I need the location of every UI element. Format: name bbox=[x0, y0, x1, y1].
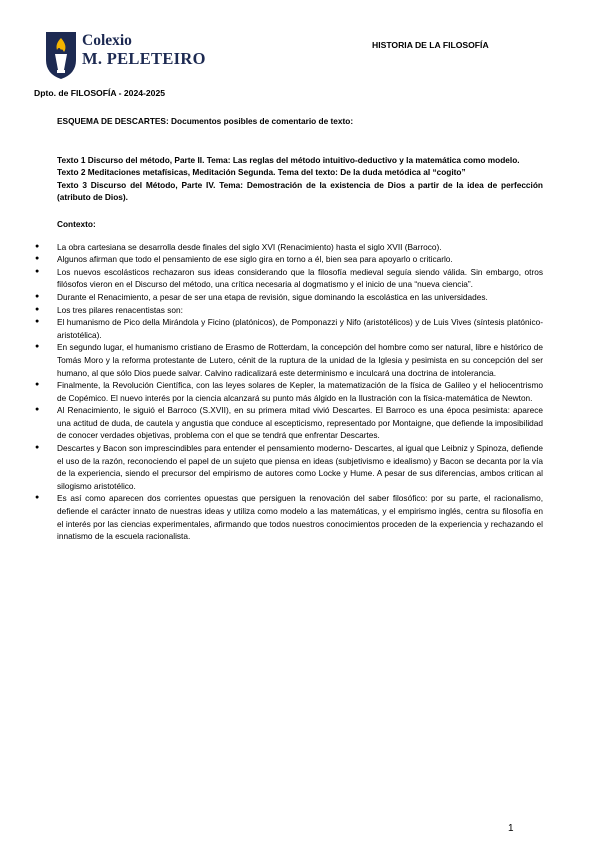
text-2: Texto 2 Meditaciones metafísicas, Meditación Segunda. Tema del texto: De la duda metódica al “cogito” bbox=[57, 167, 466, 178]
context-title: Contexto: bbox=[57, 218, 96, 229]
bullet-item: ● Descartes y Bacon son imprescindibles para entender el pensamiento moderno- Descartes, al igual que Leibniz y Spinoza, defiende el uso de la razón, reconociendo el papel de un sujeto que piensa en ideas (subjetivismo e idealismo) y Bacon se decanta por la vía de la experiencia, siendo el precursor del empirismo de autores como Locke y Hume. A pesar de sus diferencias, ambos critican al silogismo aristotélico. bbox=[57, 442, 543, 492]
document-body bbox=[57, 115, 543, 543]
bullet-item: ● Algunos afirman que todo el pensamiento de ese siglo gira en torno a él, bien sea para apoyarlo o criticarlo. bbox=[57, 253, 543, 266]
page-number: 1 bbox=[508, 823, 514, 834]
bullet-item: ● En segundo lugar, el humanismo cristiano de Erasmo de Rotterdam, la concepción del hombre como ser natural, libre e histórico de Tomás Moro y la reforma protestante de Lutero, cénit de la ruptura de la unidad de la Iglesia y pesimista en su concepción del ser humano, al que sólo Dios puede salvar. Calvino radicalizará este determinismo e inculcará una doctrina de intolerancia. bbox=[57, 341, 543, 379]
bullet-item: ● Los nuevos escolásticos rechazaron sus ideas considerando que la filosofía medieval seguía siendo válida. Sin embargo, otros filósofos vieron en el Discurso del método, una crítica necesaria al dogmatismo y el inicio de una “nueva ciencia”. bbox=[57, 266, 543, 291]
bullet-item: ● Al Renacimiento, le siguió el Barroco (S.XVII), en su primera mitad vivió Descartes. El Barroco es una época pesimista: aparece una actitud de duda, de cautela y angustia que conduce al escepticismo, representado por Montaigne, que defiende la imposibilidad de conocer verdades objetivas, problema con el que se tendrá que enfrentar Descartes. bbox=[57, 404, 543, 442]
text-1: Texto 1 Discurso del método, Parte II. Tema: Las reglas del método intuitivo-deductivo y la matemática como modelo. bbox=[57, 154, 520, 165]
texts-list bbox=[57, 154, 543, 204]
department-label: Dpto. de FILOSOFÍA - 2024-2025 bbox=[34, 88, 166, 98]
school-name bbox=[82, 32, 206, 69]
torch-shield-icon bbox=[44, 30, 78, 80]
bullet-item: ● Finalmente, la Revolución Científica, con las leyes solares de Kepler, la matematización de la física de Galileo y el heliocentrismo de Copémico. El nuevo interés por la ciencia alcanzará su punto más álgido en la Ilustración con la física-matemática de Newton. bbox=[57, 379, 543, 404]
text-3: Texto 3 Discurso del Método, Parte IV. Tema: Demostración de la existencia de Dios a partir de la idea de perfección (atributo de Dios). bbox=[57, 179, 543, 203]
bullet-item: ● Es así como aparecen dos corrientes opuestas que persiguen la renovación del saber filosófico: por su parte, el racionalismo, defiende el carácter innato de nuestras ideas y utiliza como modelo a las matemáticas, y el empirismo inglés, centra su filosofía en el interés por las ciencias experimentales, afirmando que todos nuestros conocimientos proceden de la experiencia y rechazando el innatismo de la escuela racionalista. bbox=[57, 492, 543, 542]
context-bullets bbox=[57, 241, 543, 543]
bullet-item: ● Durante el Renacimiento, a pesar de ser una etapa de revisión, sigue dominando la escolástica en las universidades. bbox=[57, 291, 543, 304]
subject-title: HISTORIA DE LA FILOSOFÍA bbox=[372, 40, 489, 50]
schema-title: ESQUEMA DE DESCARTES: Documentos posibles de comentario de texto: bbox=[57, 116, 354, 126]
bullet-item: ● El humanismo de Pico della Mirándola y Ficino (platónicos), de Pomponazzi y Nifo (aristotélicos) y de Luis Vives (síntesis platónico-aristotélica). bbox=[57, 316, 543, 341]
school-name-line1: Colexio bbox=[82, 32, 132, 49]
bullet-item: ● La obra cartesiana se desarrolla desde finales del siglo XVI (Renacimiento) hasta el siglo XVII (Barroco). bbox=[57, 241, 543, 254]
school-name-line2: M. PELETEIRO bbox=[82, 48, 206, 68]
bullet-item: ● Los tres pilares renacentistas son: bbox=[57, 304, 543, 317]
